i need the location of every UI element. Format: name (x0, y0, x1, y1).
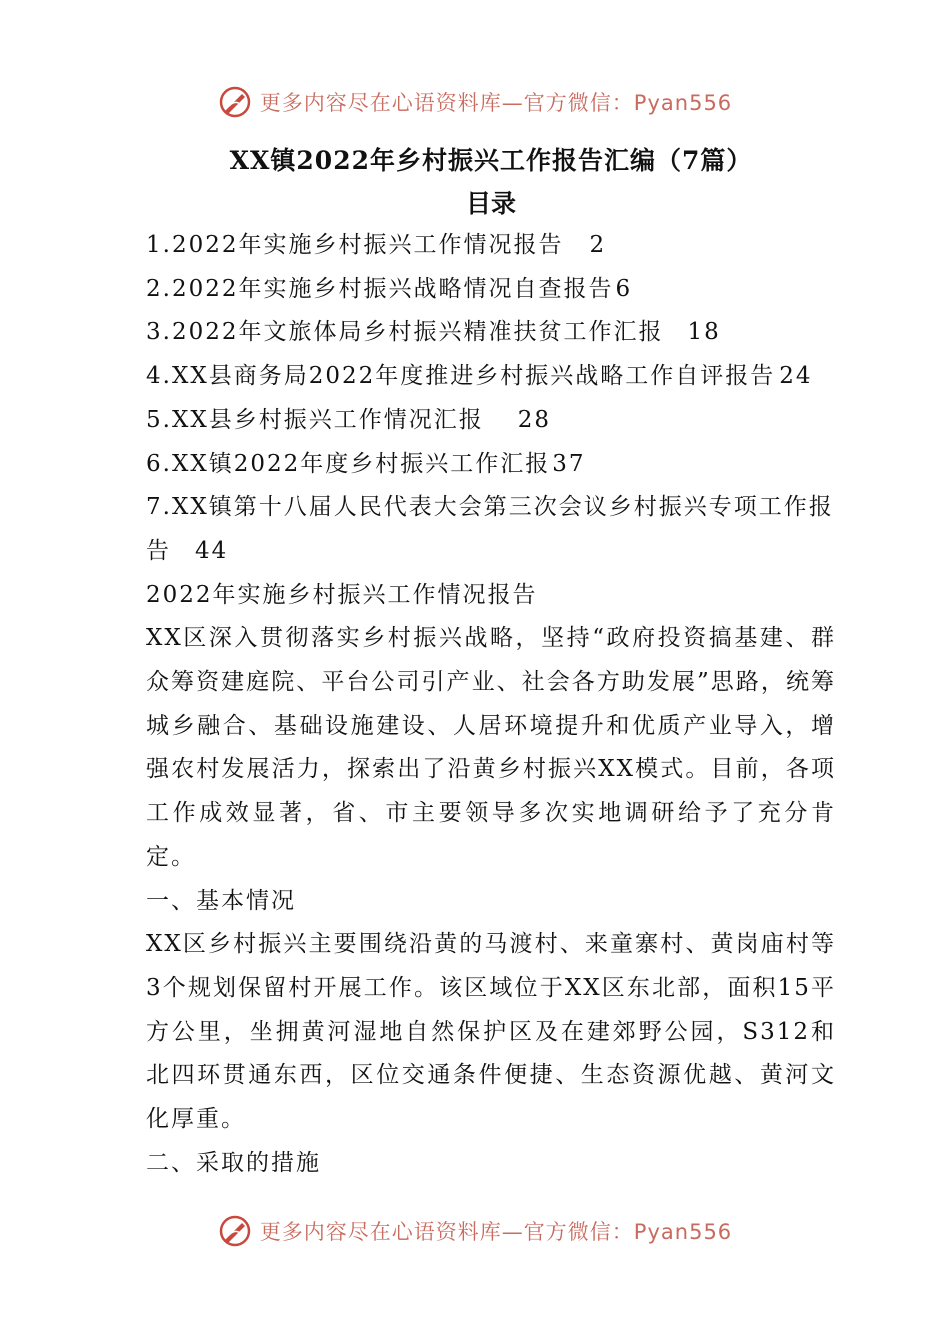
document-page (146, 138, 836, 1185)
pen-logo-icon (218, 1214, 252, 1248)
toc-item[interactable]: 2.2022年实施乡村振兴战略情况自查报告6 (146, 275, 633, 302)
toc-item[interactable]: 7.XX镇第十八届人民代表大会第三次会议乡村振兴专项工作报告 44 (146, 494, 834, 564)
heading-basic-situation: 一、基本情况 (146, 887, 296, 914)
pen-logo-icon (218, 85, 252, 119)
heading-measures: 二、采取的措施 (146, 1149, 321, 1176)
toc-item[interactable]: 4.XX县商务局2022年度推进乡村振兴战略工作自评报告 24 (146, 363, 813, 390)
basic-info-paragraph: XX区乡村振兴主要围绕沿黄的马渡村、来童寨村、黄岗庙村等3个规划保留村开展工作。该区域位于XX区东北部，面积15平方公里，坐拥黄河湿地自然保护区及在建郊野公园，S312和北四环贯通东西，区位交通条件便捷、生态资源优越、黄河文化厚重。 (146, 931, 836, 1133)
section-title: 2022年实施乡村振兴工作情况报告 (146, 581, 538, 608)
intro-paragraph: XX区深入贯彻落实乡村振兴战略，坚持“政府投资搞基建、群众筹资建庭院、平台公司引产业、社会各方助发展”思路，统筹城乡融合、基础设施建设、人居环境提升和优质产业导入，增强农村发展活力，探索出了沿黄乡村振兴XX模式。目前，各项工作成效显著，省、市主要领导多次实地调研给予了充分肯定。 (146, 625, 836, 870)
watermark-text: 更多内容尽在心语资料库—官方微信：Pyan556 (259, 1220, 733, 1244)
watermark-text: 更多内容尽在心语资料库—官方微信：Pyan556 (259, 91, 733, 115)
toc-item[interactable]: 1.2022年实施乡村振兴工作情况报告 2 (146, 232, 607, 258)
toc-item[interactable]: 5.XX县乡村振兴工作情况汇报 28 (146, 406, 551, 433)
watermark-banner-top (0, 80, 950, 124)
watermark-banner-bottom (0, 1209, 950, 1253)
toc-heading: 目录 (465, 189, 516, 218)
document-title: XX镇2022年乡村振兴工作报告汇编（7篇） (229, 146, 753, 175)
toc-item[interactable]: 6.XX镇2022年度乡村振兴工作汇报37 (146, 450, 586, 477)
toc-item[interactable]: 3.2022年文旅体局乡村振兴精准扶贫工作汇报 18 (146, 319, 721, 346)
table-of-contents (146, 224, 836, 574)
